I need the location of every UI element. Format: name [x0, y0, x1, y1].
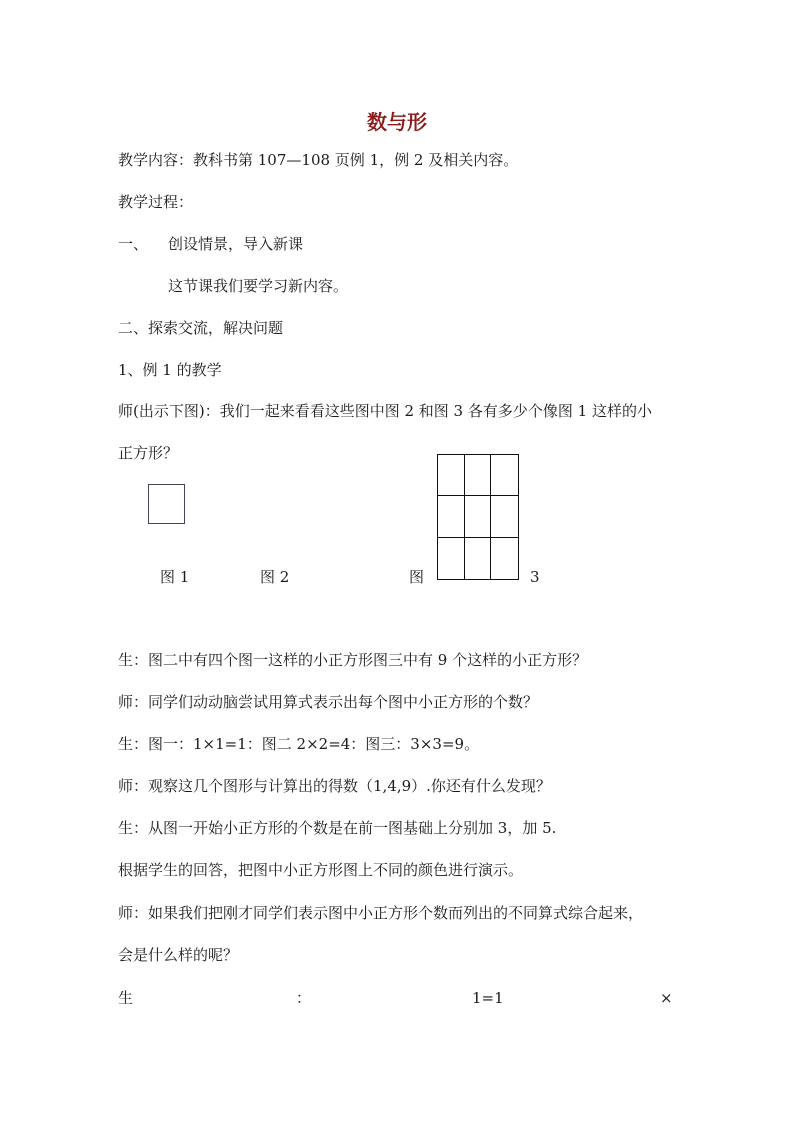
- grid-cell: [491, 496, 518, 537]
- teacher-question-2: 师：同学们动动脑尝试用算式表示出每个图中小正方形的个数？: [118, 693, 539, 711]
- student-answer-3: 生：从图一开始小正方形的个数是在前一图基础上分别加 3，加 5.: [118, 819, 557, 837]
- student-answer-4-colon: ：: [296, 989, 312, 1007]
- grid-cell: [491, 538, 518, 579]
- section-1-body: 这节课我们要学习新内容。: [168, 277, 349, 295]
- teaching-process-heading: 教学过程：: [118, 193, 194, 211]
- figure-1-label: 图 1: [160, 568, 190, 586]
- grid-cell: [438, 538, 465, 579]
- teaching-content: 教学内容：教科书第 107—108 页例 1，例 2 及相关内容。: [118, 151, 519, 169]
- student-answer-2: 生：图一：1×1=1：图二 2×2=4：图三：3×3=9。: [118, 735, 480, 753]
- student-answer-4-times: ×: [660, 989, 673, 1007]
- grid-cell: [465, 538, 492, 579]
- figure-2-label: 图 2: [260, 568, 290, 586]
- section-1-number: 一、: [118, 235, 149, 253]
- figure-3-grid: [437, 454, 519, 580]
- grid-cell: [465, 496, 492, 537]
- grid-cell: [438, 496, 465, 537]
- figure-3-label-number: 3: [530, 568, 540, 586]
- student-answer-4-prefix: 生: [118, 989, 134, 1007]
- grid-cell: [491, 455, 518, 496]
- figure-3-label-prefix: 图: [409, 568, 425, 586]
- document-title: 数与形: [367, 110, 427, 134]
- teacher-question-1-cont: 正方形？: [118, 444, 179, 462]
- teacher-question-4: 师：如果我们把刚才同学们表示图中小正方形个数而列出的不同算式综合起来，: [118, 904, 644, 922]
- section-2-heading: 二、探索交流，解决问题: [118, 319, 284, 337]
- grid-cell: [465, 455, 492, 496]
- teacher-question-1: 师(出示下图)：我们一起来看看这些图中图 2 和图 3 各有多少个像图 1 这样的小: [118, 402, 652, 420]
- student-answer-1: 生：图二中有四个图一这样的小正方形图三中有 9 个这样的小正方形？: [118, 651, 588, 669]
- demonstration-note: 根据学生的回答，把图中小正方形图上不同的颜色进行演示。: [118, 861, 524, 879]
- student-answer-4-equation: 1=1: [472, 989, 504, 1007]
- teacher-question-3: 师：观察这几个图形与计算出的得数（1,4,9）.你还有什么发现？: [118, 777, 551, 795]
- section-1-heading: 创设情景，导入新课: [168, 235, 304, 253]
- figure-1-square: [148, 484, 185, 524]
- example-1-heading: 1、例 1 的教学: [118, 361, 222, 379]
- teacher-question-4-cont: 会是什么样的呢？: [118, 946, 239, 964]
- grid-cell: [438, 455, 465, 496]
